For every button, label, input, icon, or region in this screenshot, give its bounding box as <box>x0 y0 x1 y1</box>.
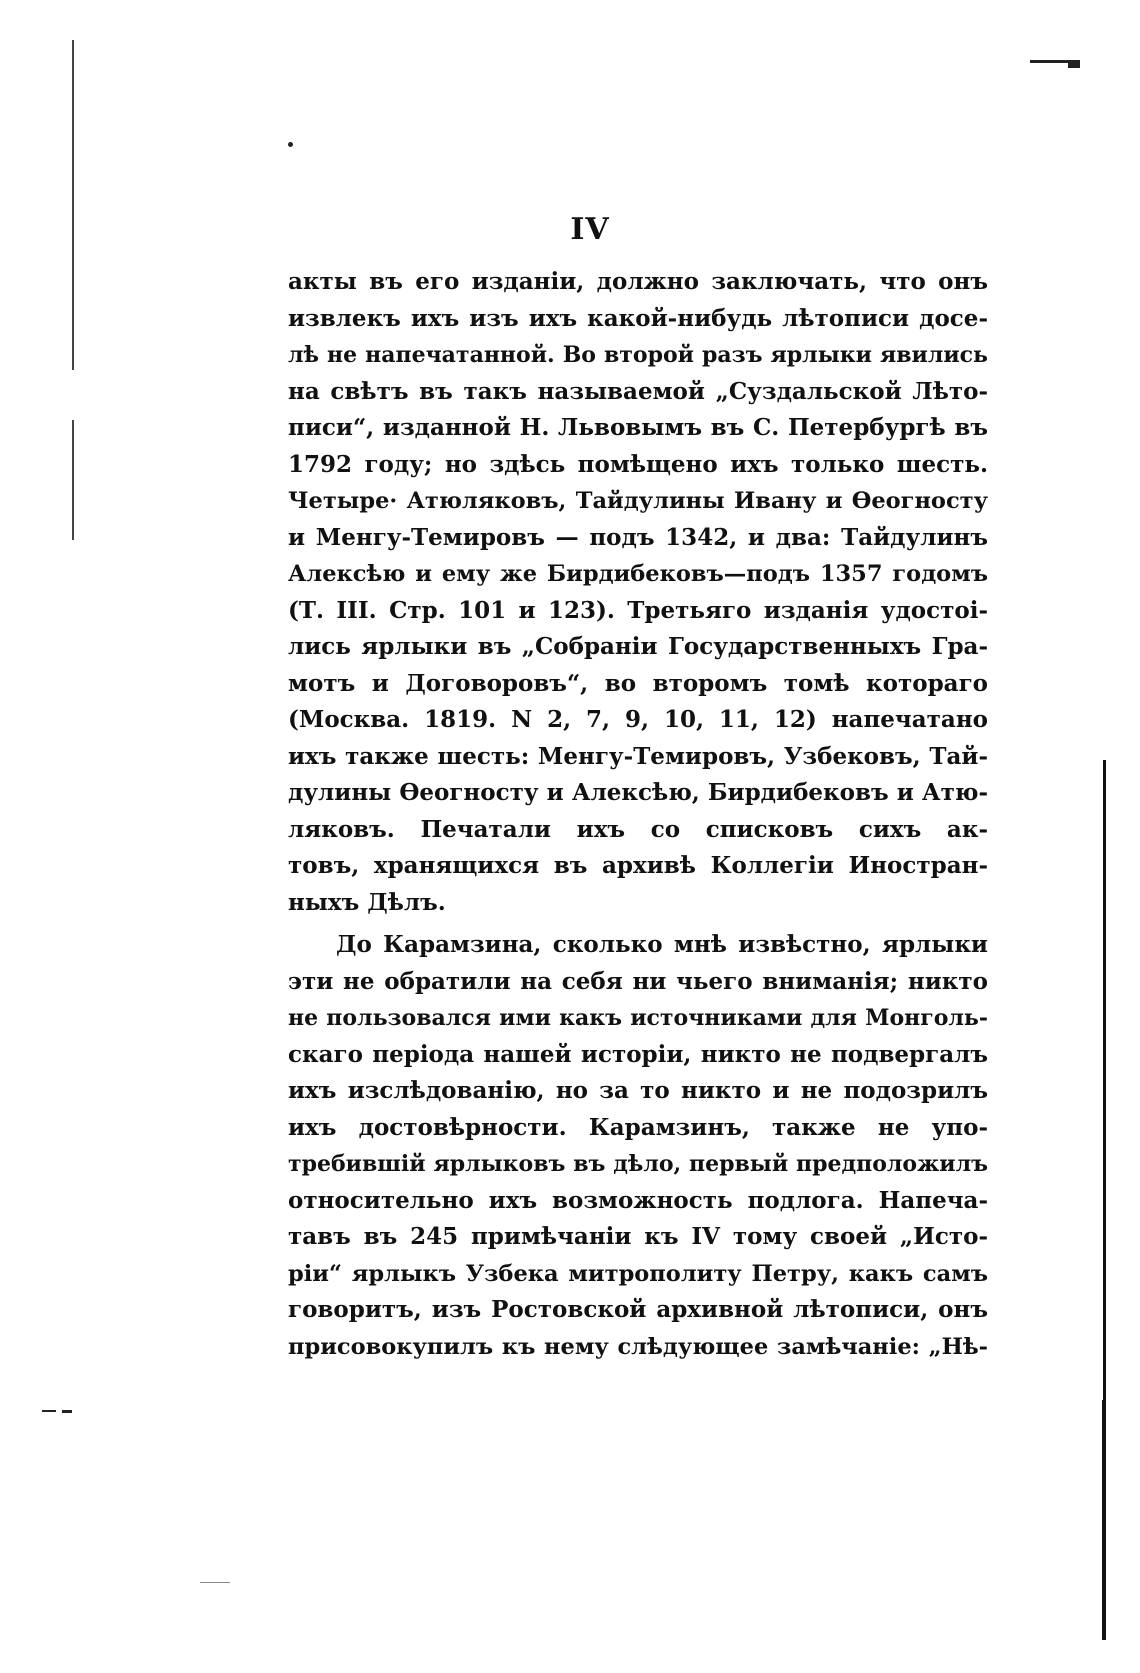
text-line: присовокупилъ къ нему слѣдующее замѣчаніе: „Нѣ- <box>288 1333 988 1360</box>
scan-corner-mark <box>1068 60 1080 68</box>
text-line: требившій ярлыковъ въ дѣло, первый предположилъ <box>288 1151 988 1177</box>
text-line: 1792 году; но здѣсь помѣщено ихъ только шесть. <box>288 450 988 478</box>
paragraph-1 <box>288 264 988 921</box>
text-line: ихъ достовѣрности. Карамзинъ, также не упо- <box>288 1113 988 1141</box>
page-number: IV <box>570 212 610 247</box>
text-line: ихъ изслѣдованію, но за то никто и не подозрилъ <box>288 1077 988 1104</box>
text-line: мотъ и Договоровъ“, во второмъ томѣ котораго <box>288 669 988 697</box>
scan-edge-line <box>72 420 74 540</box>
text-line: До Карамзина, сколько мнѣ извѣстно, ярлыки <box>336 931 988 958</box>
text-line: ныхъ Дѣлъ. <box>288 888 446 916</box>
text-line: не пользовался ими какъ источниками для Монголь- <box>288 1005 988 1031</box>
paragraph-2 <box>288 927 988 1365</box>
scan-dash <box>62 1410 72 1413</box>
text-line: лѣ не напечатанной. Во второй разъ ярлыки явились <box>288 342 988 368</box>
text-line: на свѣтъ въ такъ называемой „Суздальской Лѣто- <box>288 377 988 405</box>
scan-edge-bar <box>1103 760 1106 1400</box>
text-line: ріи“ ярлыкъ Узбека митрополиту Петру, какъ самъ <box>288 1260 988 1287</box>
text-line: скаго періода нашей исторіи, никто не подвергалъ <box>288 1040 988 1068</box>
text-line: Алексѣю и ему же Бирдибековъ—подъ 1357 годомъ <box>288 561 988 587</box>
scan-dot <box>288 142 293 147</box>
text-line: товъ, хранящихся въ архивѣ Коллегіи Иностран- <box>288 852 988 879</box>
scan-edge-line <box>72 40 74 370</box>
scan-dash <box>42 1410 56 1412</box>
scan-edge-bar <box>1102 1400 1106 1640</box>
text-line: относительно ихъ возможность подлога. Напеча- <box>288 1186 988 1214</box>
text-line: дулины Ѳеогносту и Алексѣю, Бирдибековъ и Атю- <box>288 779 988 806</box>
text-line: писи“, изданной Н. Львовымъ въ С. Петербургѣ въ <box>288 414 988 441</box>
text-line: акты въ его изданіи, должно заключать, что онъ <box>288 268 988 295</box>
text-line: говоритъ, изъ Ростовской архивной лѣтописи, онъ <box>288 1296 988 1323</box>
text-line: тавъ въ 245 примѣчаніи къ IV тому своей „Исто- <box>288 1223 988 1250</box>
text-line: и Менгу-Темировъ — подъ 1342, и два: Тайдулинъ <box>288 523 988 551</box>
scan-dash <box>200 1582 230 1583</box>
text-line: ихъ также шесть: Менгу-Темировъ, Узбековъ, Тай- <box>288 742 988 770</box>
text-line: (Т. III. Стр. 101 и 123). Третьяго изданія удостоі- <box>288 596 988 624</box>
text-line: эти не обратили на себя ни чьего вниманія; никто <box>288 967 988 995</box>
text-line: (Москва. 1819. N 2, 7, 9, 10, 11, 12) напечатано <box>288 706 988 733</box>
text-line: ляковъ. Печатали ихъ со списковъ сихъ ак- <box>288 815 988 843</box>
body-text <box>288 264 988 1365</box>
text-line: Четыре· Атюляковъ, Тайдулины Ивану и Ѳеогносту <box>288 488 988 514</box>
text-line: лись ярлыки въ „Собраніи Государственныхъ Гра- <box>288 633 988 660</box>
text-line: извлекъ ихъ изъ ихъ какой-нибудь лѣтописи досе- <box>288 304 988 332</box>
